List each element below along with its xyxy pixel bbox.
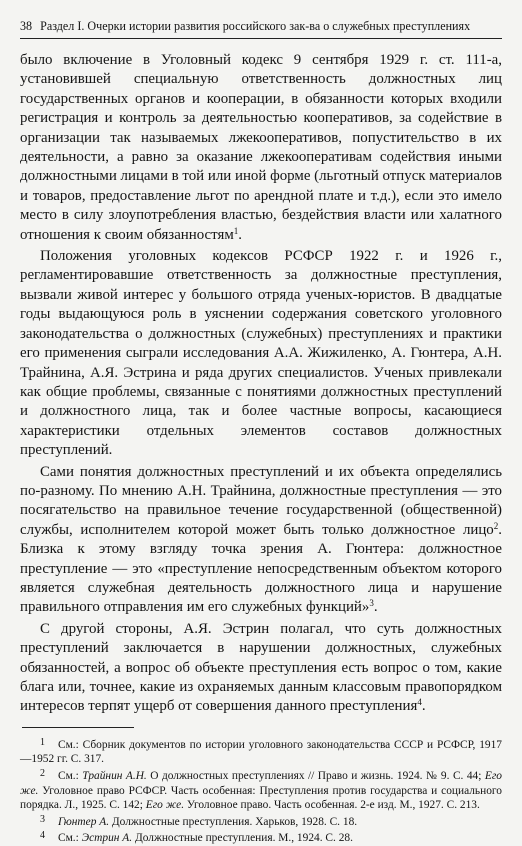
paragraph-1: было включение в Уголовный кодекс 9 сентября 1929 г. ст. 111-а, установившей специальную ответственность должностных лиц государственных органов и кооперации, в обязанности которых входили регистрация и контроль за деятельностью кооперативов, за содействие в организации так называемых лжекооперативов, попустительство в их деятельности, а равно за оказание лжекооперативам содействия иными должностными лицами в той или иной форме (льготный отпуск материалов и товаров, предоставление льгот по арендной плате и т.д.), если это имело место в силу злоупотребления властью, бездействия власти или халатного отношения к своим обязанностям$^1$. [20,52,502,243]
footnotes [20,736,502,846]
footnote-number: 3 [40,813,45,825]
footnote-number: 1 [40,736,45,748]
footnote-4 [20,829,502,846]
paragraph-1-text: было включение в Уголовный кодекс 9 сентября 1929 г. ст. 111-а, установившей специальную ответственность должностных лиц государственных органов и кооперации, в обязанности которых входили регистрация и контроль за деятельностью кооперативов, за содействие в организации так называемых лжекооперативов, попустительство в их деятельности, а равно за оказание лжекооперативам содействия иными должностными лицами в той или иной форме (льготный отпуск материалов и товаров, предоставление льгот по арендной плате и т.д.), если это имело место в силу злоупотребления властью, бездействия власти или халатного отношения к своим обязанностям [20,52,502,243]
paragraph-3: Сами понятия должностных преступлений и их объекта определялись по-разному. По мнению А.Н. Трайнина, должностные преступления — это посягательство на правильное течение государственной (общественной) службы, исполнителем которой может быть только должностное лицо$^2$. Близка к этому взгляду точка зрения А. Гюнтера: должностное преступление — это «преступление непосредственным объектом которого является служебная деятельность должностного лица и нарушение правильного отправления им его служебных функций»$^3$. [20,463,502,616]
footnote-ref-2: 2 [493,520,499,531]
footnote-ref-1: 1 [233,225,239,236]
footnote-text: Должностные преступления. М., 1924. С. 28. [132,832,353,845]
footnote-text: Уголовное право РСФСР. Часть особенная: Преступления против государства и социального порядка. Л., 1925. С. 142; [20,784,502,812]
footnote-2 [20,767,502,813]
paragraph-4-text: С другой стороны, А.Я. Эстрин полагал, что суть должностных преступлений заключается в нарушении должностных, служебных обязанностей, а вопрос об объекте преступления есть вопрос о том, какие блага или, точнее, какие из охраняемых данным классовым правопорядком интересов терпят ущерб от совершения данного преступления [20,620,502,715]
paragraph-3-text-b: . Близка к этому взгляду точка зрения А. Гюнтера: должностное преступление — это «преступление непосредственным объектом которого является служебная деятельность должностного лица и нарушение правильного отправления им его служебных функций» [20,521,502,616]
paragraph-3-text-a: Сами понятия должностных преступлений и их объекта определялись по-разному. По мнению А.Н. Трайнина, должностные преступления — это посягательство на правильное течение государственной (общественной) службы, исполнителем которой может быть только должностное лицо [20,463,502,538]
footnote-author: Его же. [145,799,185,812]
page-number: 38 [20,19,33,33]
footnote-author: Эстрин А. [81,832,133,845]
footnote-text: См.: [58,832,82,845]
footnote-text: О должностных преступлениях // Право и жизнь. 1924. № 9. С. 44; [146,770,485,782]
paragraph-2 [20,247,502,460]
footnote-separator [22,727,134,728]
paragraph-2-text: Положения уголовных кодексов РСФСР 1922 г. и 1926 г., регламентировавшие ответственность за должностные преступления, вызвали живой интерес у большого отряда ученых-юристов. В двадцатые годы выдающуюся роль в уяснении содержания советского уголовного законодательства о должностных (служебных) преступлениях и практики его применения сыграли исследования А.А. Жижиленко, А. Гюнтера, А.Н. Трайнина, А.Я. Эстрина и ряда других специалистов. Ученых привлекали как общие проблемы, связанные с понятиями должностных преступлений и должностного лица, так и более частные вопросы, касающиеся характеристики отдельных элементов составов должностных преступлений. [20,248,502,459]
footnote-text: См.: [58,770,83,782]
body-text [20,51,502,717]
footnote-3 [20,813,502,830]
footnote-ref-4: 4 [417,697,422,708]
footnote-text: Уголовное право. Часть особенная. 2-е изд. М., 1927. С. 213. [184,799,480,812]
footnote-number: 4 [40,830,45,842]
footnote-ref-3: 3 [369,598,374,609]
footnote-1 [20,736,502,767]
running-head [20,18,502,39]
footnote-text: См.: Сборник документов по истории уголовного законодательства СССР и РСФСР, 1917—1952 гг. С. 317. [20,738,502,766]
footnote-author: Гюнтер А. [58,815,110,828]
footnote-author: Его же. [20,770,502,797]
running-title: Раздел I. Очерки истории развития российского зак-ва о служебных преступлениях [40,19,471,33]
paragraph-4: С другой стороны, А.Я. Эстрин полагал, что суть должностных преступлений заключается в нарушении должностных, служебных обязанностей, а вопрос об объекте преступления есть вопрос о том, какие блага или, точнее, какие из охраняемых данным классовым правопорядком интересов терпят ущерб от совершения данного преступления$^4$. [20,620,502,715]
footnote-author: Трайнин А.Н. [82,770,147,782]
footnote-text: Должностные преступления. Харьков, 1928. С. 18. [109,815,358,828]
footnote-number: 2 [40,768,45,779]
